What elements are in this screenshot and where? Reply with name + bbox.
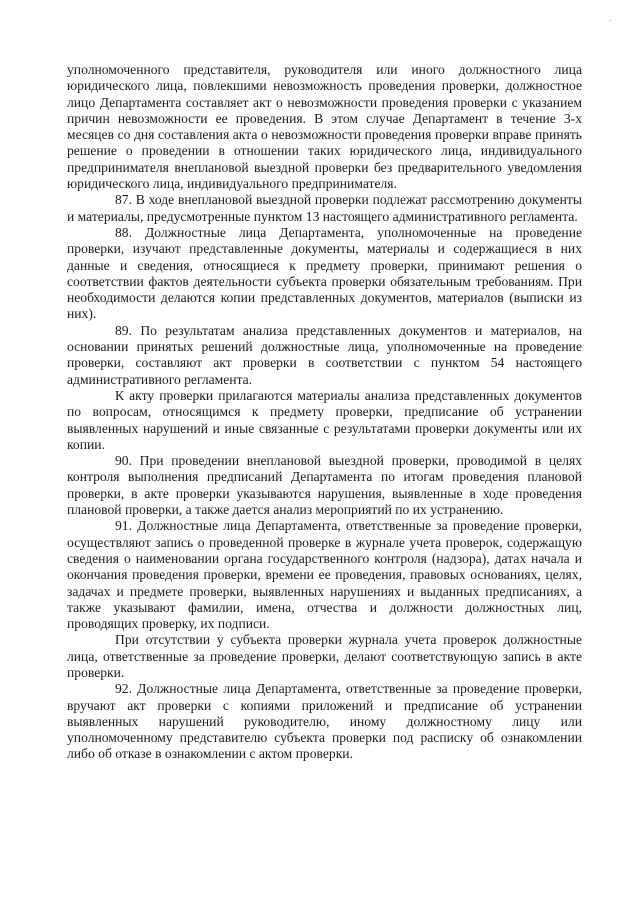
document-page xyxy=(67,62,582,763)
scan-speck xyxy=(609,20,611,21)
paragraph-continuation: уполномоченного представителя, руководителя или иного должностного лица юридического лица, повлекшими невозможность проведения проверки, должностное лицо Департамента составляет акт о невозможности проведения проверки с указанием причин невозможности ее проведения. В этом случае Департамент в течение 3-х месяцев со дня составления акта о невозможности проведения проверки вправе принять решение о проведении в отношении таких юридического лица, индивидуального предпринимателя внеплановой выездной проверки без предварительного уведомления юридического лица, индивидуального предпринимателя. xyxy=(67,62,582,192)
paragraph-91: 91. Должностные лица Департамента, ответственные за проведение проверки, осуществляют запись о проведенной проверке в журнале учета проверок, содержащую сведения о наименовании органа государственного контроля (надзора), датах начала и окончания проведения проверки, времени ее проведения, правовых основаниях, целях, задачах и предмете проверки, выявленных нарушениях и выданных предписаниях, а также указывают фамилии, имена, отчества и должности должностных лиц, проводящих проверку, их подписи. xyxy=(67,518,582,632)
paragraph-89-attachments: К акту проверки прилагаются материалы анализа представленных документов по вопросам, относящимся к предмету проверки, предписание об устранении выявленных нарушений и иные связанные с результатами проверки документы или их копии. xyxy=(67,387,582,452)
paragraph-92: 92. Должностные лица Департамента, ответственные за проведение проверки, вручают акт проверки с копиями приложений и предписание об устранении выявленных нарушений руководителю, иному должностному лицу или уполномоченному представителю субъекта проверки под расписку об ознакомлении либо об отказе в ознакомлении с актом проверки. xyxy=(67,681,582,762)
paragraph-87: 87. В ходе внеплановой выездной проверки подлежат рассмотрению документы и материалы, предусмотренные пунктом 13 настоящего административного регламента. xyxy=(67,192,582,224)
paragraph-88: 88. Должностные лица Департамента, уполномоченные на проведение проверки, изучают представленные документы, материалы и содержащиеся в них данные и сведения, относящиеся к предмету проверки, принимают решения о соответствии фактов деятельности субъекта проверки обязательным требованиям. При необходимости делаются копии представленных документов, материалов (выписки из них). xyxy=(67,224,582,322)
paragraph-90: 90. При проведении внеплановой выездной проверки, проводимой в целях контроля выполнения предписаний Департамента по итогам проведения плановой проверки, в акте проверки указываются нарушения, выявленные в ходе проведения плановой проверки, а также дается анализ мероприятий по их устранению. xyxy=(67,453,582,518)
paragraph-89: 89. По результатам анализа представленных документов и материалов, на основании принятых решений должностные лица, уполномоченные на проведение проверки, составляют акт проверки в соответствии с пунктом 54 настоящего административного регламента. xyxy=(67,322,582,387)
paragraph-91-no-journal: При отсутствии у субъекта проверки журнала учета проверок должностные лица, ответственные за проведение проверки, делают соответствующую запись в акте проверки. xyxy=(67,632,582,680)
